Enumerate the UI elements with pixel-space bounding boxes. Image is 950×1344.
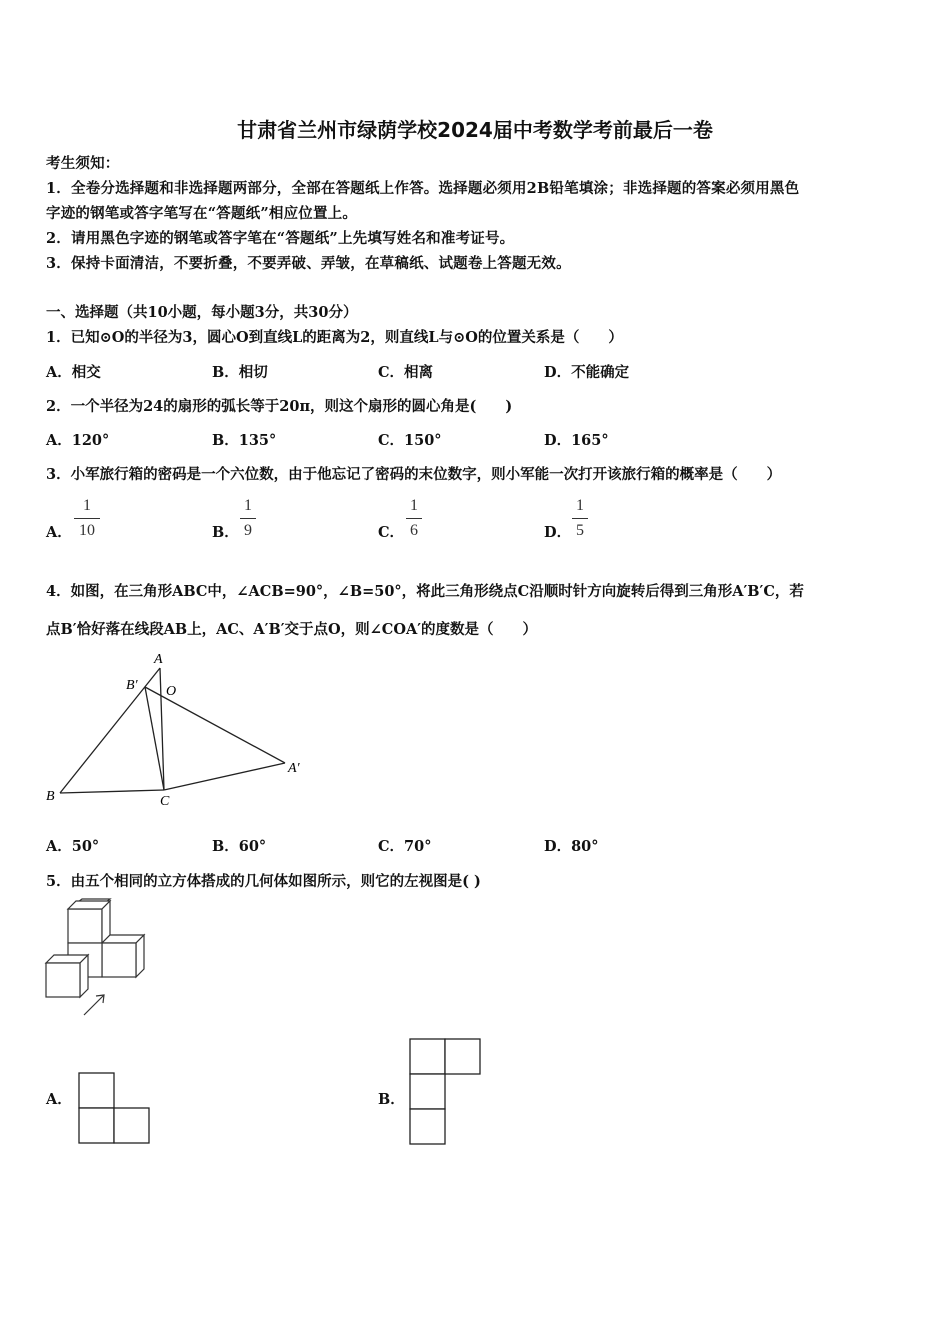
- triangle-rotation-figure: [40, 645, 310, 810]
- notice-item-2: 2．请用黑色字迹的钢笔或答字笔在“答题纸”上先填写姓名和准考证号。: [46, 230, 515, 247]
- q3-option-a-label: A．: [46, 524, 72, 541]
- q3-option-a-fraction: [74, 496, 100, 541]
- cube-right-front: [102, 943, 136, 977]
- notice-item-1-line-2: 字迹的钢笔或答字笔写在“答题纸”相应位置上。: [46, 205, 358, 222]
- view-square: [114, 1108, 149, 1143]
- fraction-denominator: 5: [576, 522, 584, 539]
- fraction-numerator: 1: [576, 497, 584, 514]
- question-3-stem: 3．小军旅行箱的密码是一个六位数，由于他忘记了密码的末位数字，则小军能一次打开该旅行箱的概率是（ ）: [46, 466, 782, 483]
- q3-option-b-fraction: [240, 496, 256, 541]
- page-title: 甘肃省兰州市绿荫学校2024届中考数学考前最后一卷: [237, 118, 713, 142]
- fraction-numerator: 1: [244, 497, 252, 514]
- cube-left-side: [80, 955, 88, 997]
- section-1-heading: 一、选择题（共10小题，每小题3分，共30分）: [46, 304, 358, 321]
- cube-top-front: [68, 909, 102, 943]
- fraction-numerator: 1: [83, 497, 91, 514]
- segment-a-b: [60, 668, 160, 793]
- question-5-stem: 5．由五个相同的立方体搭成的几何体如图所示，则它的左视图是( ): [46, 873, 481, 890]
- label-o: O: [166, 684, 177, 699]
- q2-option-c: C．150°: [378, 432, 442, 449]
- q3-option-d-label: D．: [544, 524, 572, 541]
- fraction-denominator: 9: [244, 522, 252, 539]
- segment-c-aprime: [164, 763, 285, 790]
- label-b-prime: B′: [126, 678, 138, 693]
- q2-option-a: A．120°: [46, 432, 110, 449]
- q5-option-b-label: B．: [378, 1091, 405, 1108]
- cube-left-front: [46, 963, 80, 997]
- label-a-prime: A′: [288, 761, 300, 776]
- q1-option-c: C．相离: [378, 364, 434, 381]
- q2-option-d: D．165°: [544, 432, 609, 449]
- view-square: [79, 1073, 114, 1108]
- fraction-denominator: 10: [79, 522, 95, 539]
- q3-option-c-fraction: [406, 496, 422, 541]
- notice-item-1-line-1: 1．全卷分选择题和非选择题两部分，全部在答题纸上作答。选择题必须用2B铅笔填涂；非选择题的答案必须用黑色: [46, 180, 800, 197]
- q3-option-d-fraction: [572, 496, 588, 541]
- cube-right-side: [136, 935, 144, 977]
- q1-option-b: B．相切: [212, 364, 268, 381]
- view-square: [445, 1039, 480, 1074]
- question-2-stem: 2．一个半径为24的扇形的弧长等于20π，则这个扇形的圆心角是( ): [46, 398, 513, 415]
- q2-option-b: B．135°: [212, 432, 277, 449]
- question-1-stem: 1．已知⊙O的半径为3，圆心O到直线L的距离为2，则直线L与⊙O的位置关系是（ ）: [46, 329, 623, 346]
- q1-option-a: A．相交: [46, 364, 101, 381]
- q4-option-d: D．80°: [544, 838, 599, 855]
- question-4-stem-line-1: 4．如图，在三角形ABC中，∠ACB=90°，∠B=50°，将此三角形绕点C沿顺时针方向旋转后得到三角形A′B′C，若: [46, 583, 804, 600]
- view-square: [410, 1074, 445, 1109]
- q4-option-c: C．70°: [378, 838, 432, 855]
- q5-option-a-view: [78, 1072, 152, 1146]
- q3-option-c-label: C．: [378, 524, 405, 541]
- label-a: A: [154, 652, 163, 667]
- view-square: [410, 1109, 445, 1144]
- segment-b-c: [60, 790, 164, 793]
- fraction-numerator: 1: [410, 497, 418, 514]
- q3-option-b-label: B．: [212, 524, 239, 541]
- cube-solid-figure: [40, 895, 160, 1020]
- notice-heading: 考生须知：: [46, 155, 120, 172]
- notice-item-3: 3．保持卡面清洁，不要折叠，不要弄破、弄皱，在草稿纸、试题卷上答题无效。: [46, 255, 571, 272]
- question-4-stem-line-2: 点B′恰好落在线段AB上，AC、A′B′交于点O，则∠COA′的度数是（ ）: [46, 621, 538, 638]
- q4-option-a: A．50°: [46, 838, 100, 855]
- label-c: C: [160, 794, 170, 809]
- q1-option-d: D．不能确定: [544, 364, 630, 381]
- q4-option-b: B．60°: [212, 838, 267, 855]
- view-square: [79, 1108, 114, 1143]
- q5-option-a-label: A．: [46, 1091, 72, 1108]
- fraction-denominator: 6: [410, 522, 418, 539]
- q5-option-b-view: [409, 1038, 483, 1148]
- view-direction-arrow-icon: [84, 995, 104, 1015]
- view-square: [410, 1039, 445, 1074]
- label-b: B: [46, 789, 55, 804]
